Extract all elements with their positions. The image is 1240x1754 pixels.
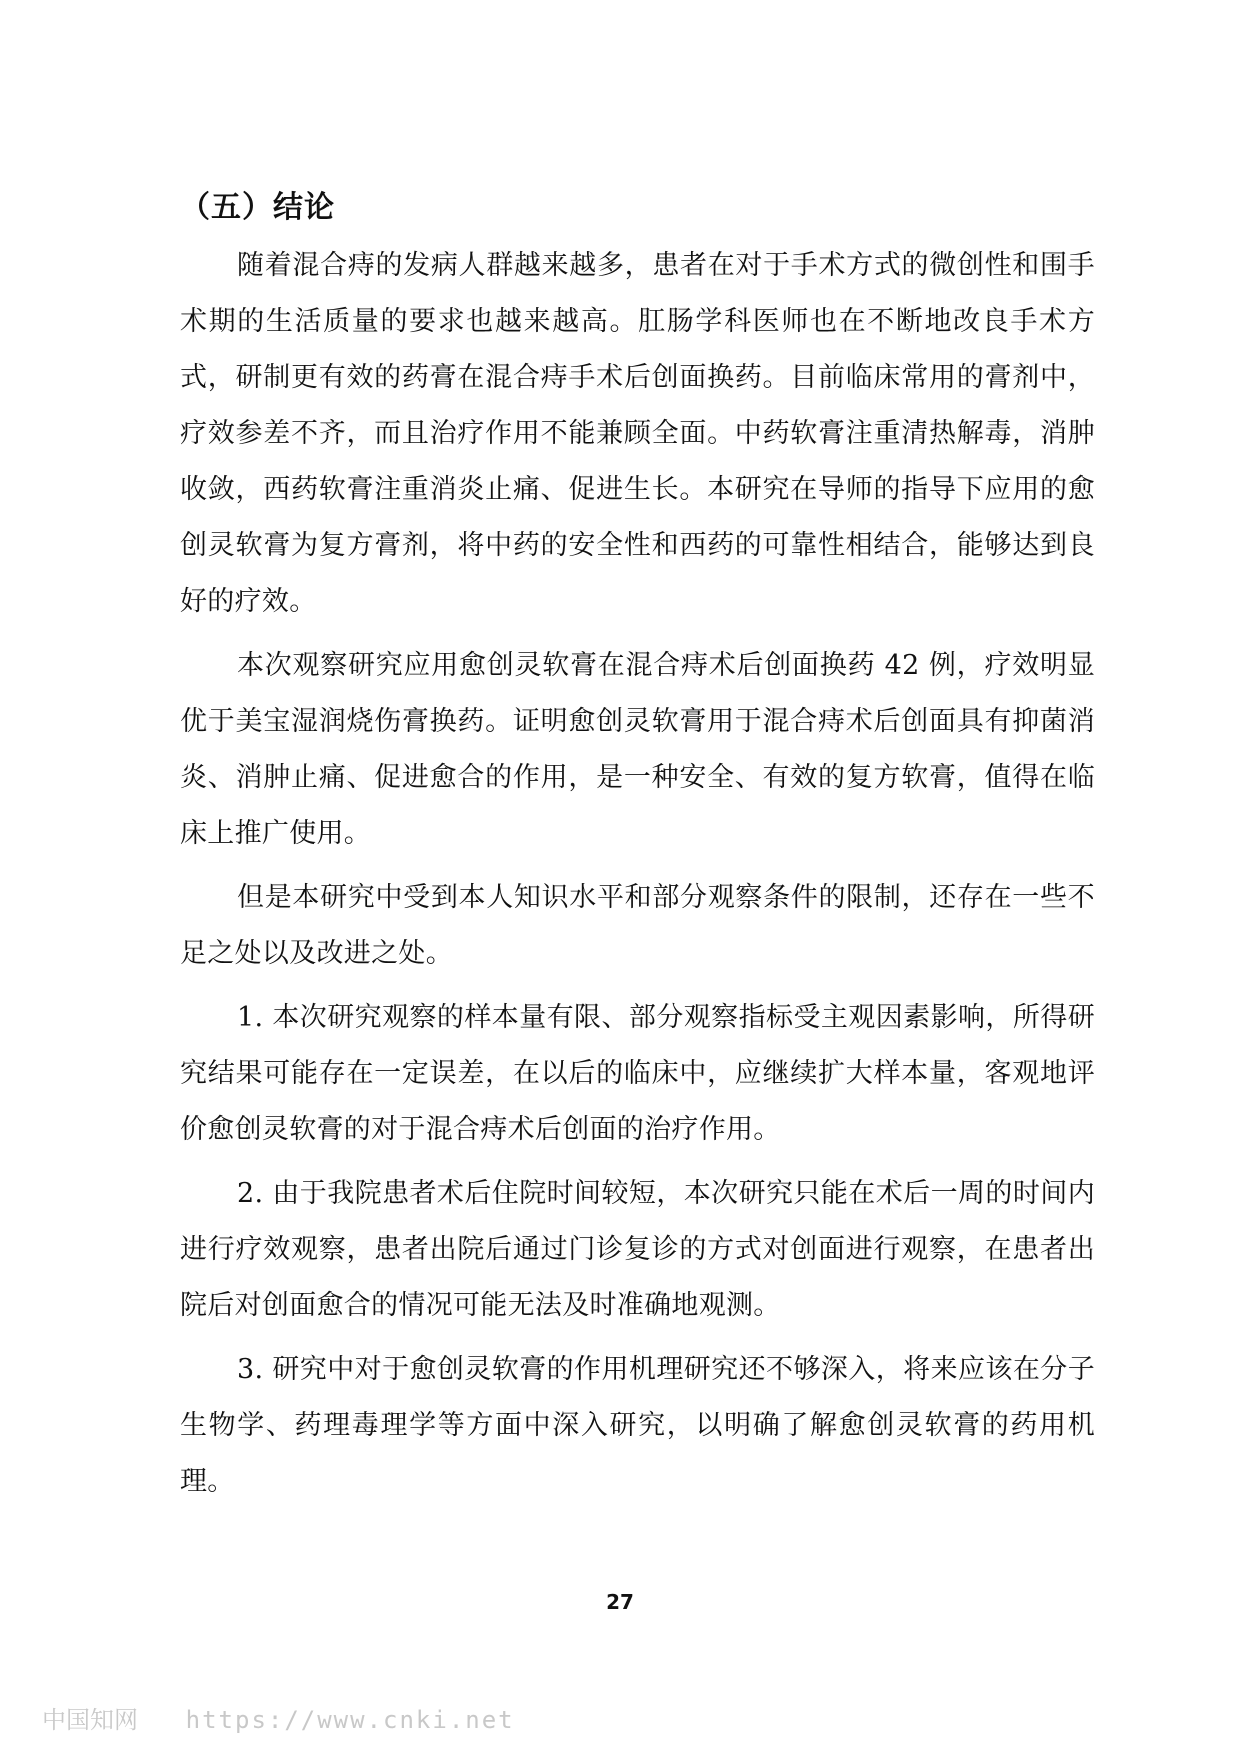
cnki-watermark	[42, 1700, 515, 1735]
watermark-url: https://www.cnki.net	[185, 1706, 515, 1734]
watermark-name: 中国知网	[42, 1706, 138, 1734]
paragraph-results: 本次观察研究应用愈创灵软膏在混合痔术后创面换药 42 例，疗效明显优于美宝湿润烧伤膏换药。证明愈创灵软膏用于混合痔术后创面具有抑菌消炎、消肿止痛、促进愈合的作用，是一种安全、有效的复方软膏，值得在临床上推广使用。	[180, 650, 1095, 849]
paragraph-limitations: 但是本研究中受到本人知识水平和部分观察条件的限制，还存在一些不足之处以及改进之处。	[180, 882, 1095, 969]
list-item-mechanism: 3. 研究中对于愈创灵软膏的作用机理研究还不够深入，将来应该在分子生物学、药理毒理学等方面中深入研究，以明确了解愈创灵软膏的药用机理。	[180, 1354, 1095, 1497]
body-text	[180, 238, 1095, 1510]
list-item-sample-size: 1. 本次研究观察的样本量有限、部分观察指标受主观因素影响，所得研究结果可能存在一定误差，在以后的临床中，应继续扩大样本量，客观地评价愈创灵软膏的对于混合痔术后创面的治疗作用。	[180, 1002, 1095, 1145]
list-item-observation-time: 2. 由于我院患者术后住院时间较短，本次研究只能在术后一周的时间内进行疗效观察，患者出院后通过门诊复诊的方式对创面进行观察，在患者出院后对创面愈合的情况可能无法及时准确地观测。	[180, 1178, 1095, 1321]
paragraph-intro: 随着混合痔的发病人群越来越多，患者在对于手术方式的微创性和围手术期的生活质量的要求也越来越高。肛肠学科医师也在不断地改良手术方式，研制更有效的药膏在混合痔手术后创面换药。目前临床常用的膏剂中，疗效参差不齐，而且治疗作用不能兼顾全面。中药软膏注重清热解毒，消肿收敛，西药软膏注重消炎止痛、促进生长。本研究在导师的指导下应用的愈创灵软膏为复方膏剂，将中药的安全性和西药的可靠性相结合，能够达到良好的疗效。	[180, 250, 1095, 617]
section-heading: （五）结论	[180, 190, 335, 225]
page-number: 27	[606, 1590, 634, 1614]
